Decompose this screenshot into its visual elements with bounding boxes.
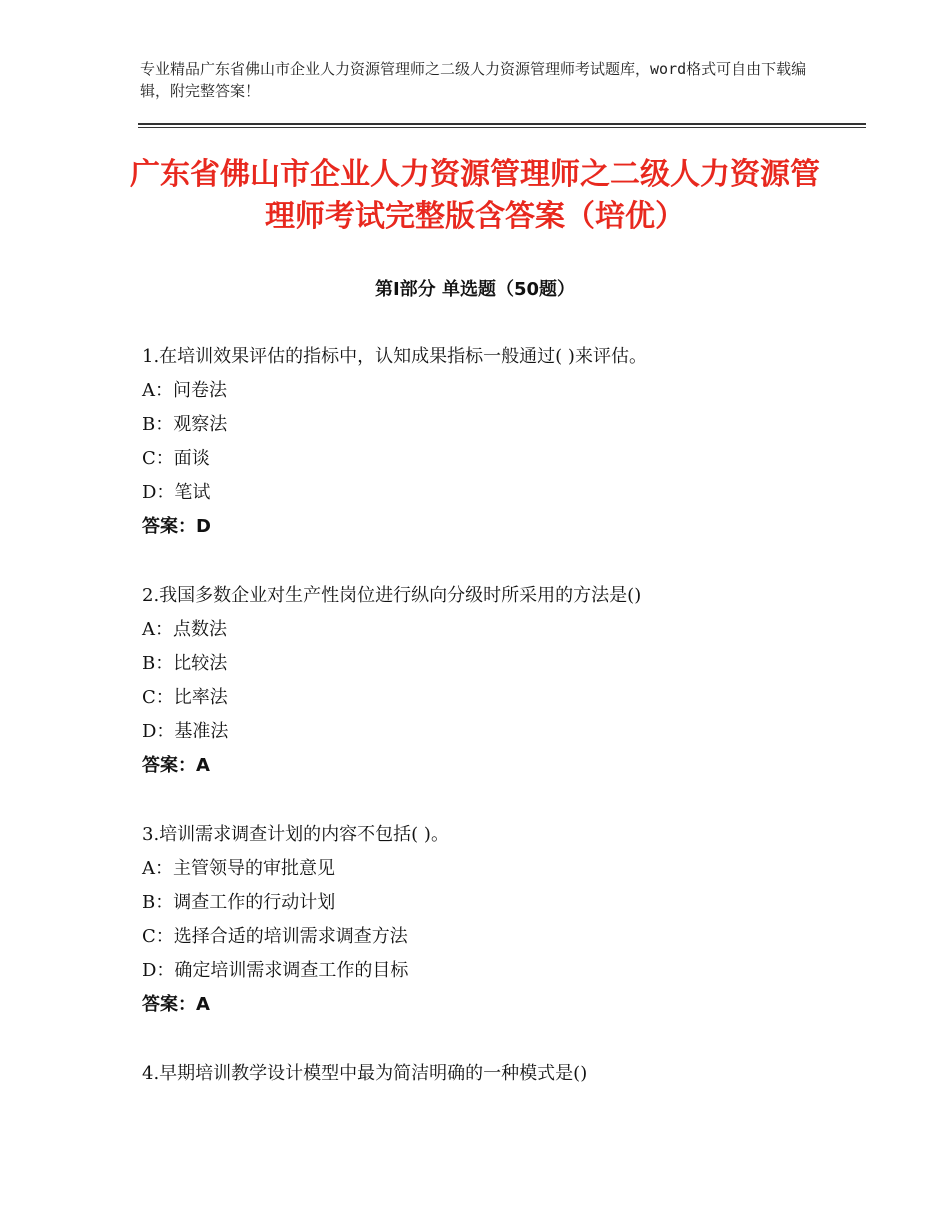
question-4 xyxy=(142,1057,842,1091)
question-stem: 2.我国多数企业对生产性岗位进行纵向分级时所采用的方法是() xyxy=(142,585,642,606)
option-d: D：笔试 xyxy=(142,482,211,503)
option-b: B：观察法 xyxy=(142,414,228,435)
answer: 答案：A xyxy=(142,755,210,776)
option-b: B：比较法 xyxy=(142,653,228,674)
header-divider-thin xyxy=(138,127,866,128)
option-c: C：比率法 xyxy=(142,687,228,708)
option-a: A：问卷法 xyxy=(142,380,227,401)
question-stem: 4.早期培训教学设计模型中最为简洁明确的一种模式是() xyxy=(142,1063,588,1084)
question-stem: 3.培训需求调查计划的内容不包括( )。 xyxy=(142,824,449,845)
option-d: D：确定培训需求调查工作的目标 xyxy=(142,960,409,981)
option-a: A：点数法 xyxy=(142,619,227,640)
header-note: 专业精品广东省佛山市企业人力资源管理师之二级人力资源管理师考试题库，word格式可自由下载编辑，附完整答案！ xyxy=(140,60,807,100)
answer: 答案：D xyxy=(142,516,211,537)
answer: 答案：A xyxy=(142,994,210,1015)
option-a: A：主管领导的审批意见 xyxy=(142,858,335,879)
option-c: C：面谈 xyxy=(142,448,210,469)
question-2 xyxy=(142,579,842,783)
option-c: C：选择合适的培训需求调查方法 xyxy=(142,926,408,947)
question-3 xyxy=(142,818,842,1022)
document-title: 广东省佛山市企业人力资源管理师之二级人力资源管理师考试完整版含答案（培优） xyxy=(130,157,820,234)
section-heading: 第Ⅰ部分 单选题（50题） xyxy=(374,279,575,300)
option-d: D：基准法 xyxy=(142,721,229,742)
header-divider-thick xyxy=(138,123,866,125)
question-1 xyxy=(142,340,842,544)
question-stem: 1.在培训效果评估的指标中，认知成果指标一般通过( )来评估。 xyxy=(142,346,647,367)
option-b: B：调查工作的行动计划 xyxy=(142,892,336,913)
